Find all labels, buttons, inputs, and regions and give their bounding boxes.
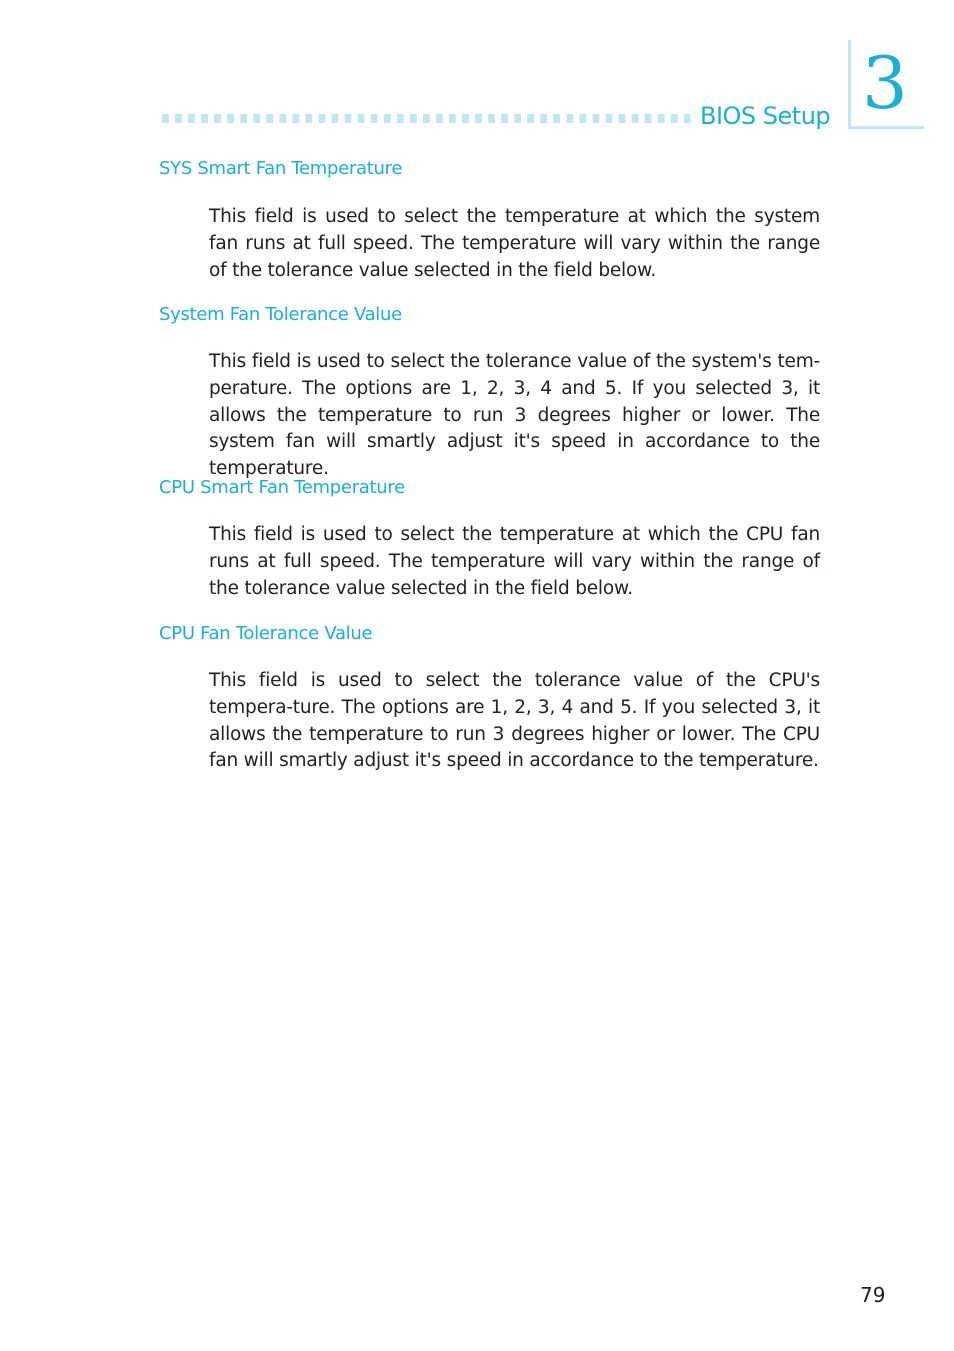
section-body: This field is used to select the tolerance value of the CPU's tempera-ture. The options are 1, 2, 3, 4 and 5. If you selected 3, it allows the temperature to run 3 degrees higher or lower. The CPU fan will smartly adjust it's speed in accordance to the temperature. bbox=[209, 670, 820, 772]
header-dotted-rule bbox=[162, 114, 692, 123]
section-title: SYS Smart Fan Temperature bbox=[159, 158, 403, 179]
section-body: This field is used to select the temperature at which the CPU fan runs at full speed. The temperature will vary within the range of the tolerance value selected in the field below. bbox=[209, 524, 820, 599]
chapter-marker-frame-vertical bbox=[848, 40, 851, 126]
section-title: CPU Smart Fan Temperature bbox=[159, 477, 405, 498]
page-number: 79 bbox=[860, 1283, 886, 1307]
section-body: This field is used to select the temperature at which the system fan runs at full speed. The temperature will vary within the range of the tolerance value selected in the field below. bbox=[209, 206, 820, 281]
chapter-marker-frame-horizontal bbox=[848, 126, 924, 129]
section-title: CPU Fan Tolerance Value bbox=[159, 623, 373, 644]
chapter-number: 3 bbox=[862, 41, 908, 125]
header-section-label: BIOS Setup bbox=[700, 102, 831, 130]
section-title: System Fan Tolerance Value bbox=[159, 304, 402, 325]
section-body: This field is used to select the tolerance value of the system's tem-perature. The options are 1, 2, 3, 4 and 5. If you selected 3, it allows the temperature to run 3 degrees higher or lower. The system fan will smartly adjust it's speed in accordance to the temperature. bbox=[209, 351, 820, 480]
